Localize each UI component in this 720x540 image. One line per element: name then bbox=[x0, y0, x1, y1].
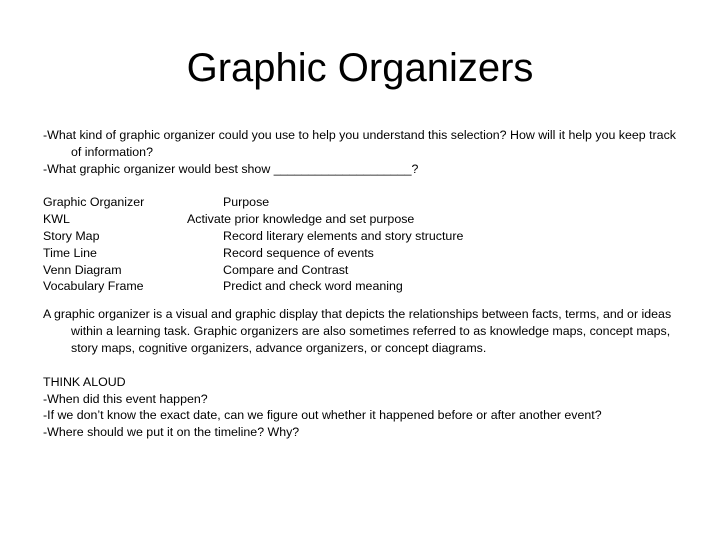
slide-title: Graphic Organizers bbox=[186, 46, 534, 90]
purpose-text: Activate prior knowledge and set purpose bbox=[187, 212, 415, 227]
think-aloud-line: -Where should we put it on the timeline? Why? bbox=[43, 425, 300, 440]
purpose-text: Predict and check word meaning bbox=[223, 279, 403, 294]
purpose-text: Record literary elements and story structure bbox=[223, 228, 464, 243]
organizer-name: Story Map bbox=[43, 228, 100, 243]
question-1: -What kind of graphic organizer could you use to help you understand this selection? How will it help you keep track of information? bbox=[43, 128, 676, 159]
purpose-text: Record sequence of events bbox=[223, 245, 374, 260]
question-2: -What graphic organizer would best show ____________________? bbox=[43, 161, 419, 176]
think-aloud-heading: THINK ALOUD bbox=[43, 374, 126, 389]
definition-paragraph: A graphic organizer is a visual and graphic display that depicts the relationships between facts, terms, and or ideas within a learning task. Graphic organizers are also sometimes referred to as knowledge maps, concept maps, story maps, cognitive organizers, advance organizers, or concept diagrams. bbox=[43, 307, 672, 355]
organizer-column bbox=[43, 194, 144, 295]
purpose-column bbox=[187, 194, 463, 295]
organizer-name: KWL bbox=[43, 212, 70, 227]
organizer-name: Time Line bbox=[43, 245, 97, 260]
organizer-name: Venn Diagram bbox=[43, 262, 122, 277]
purpose-header: Purpose bbox=[223, 195, 270, 210]
purpose-text: Compare and Contrast bbox=[223, 262, 349, 277]
organizer-name: Vocabulary Frame bbox=[43, 279, 144, 294]
organizer-table bbox=[43, 194, 683, 295]
think-aloud-line: -If we don’t know the exact date, can we figure out whether it happened before or after another event? bbox=[43, 408, 602, 423]
organizer-header: Graphic Organizer bbox=[43, 195, 145, 210]
think-aloud-line: -When did this event happen? bbox=[43, 391, 208, 406]
slide-body bbox=[43, 127, 683, 441]
